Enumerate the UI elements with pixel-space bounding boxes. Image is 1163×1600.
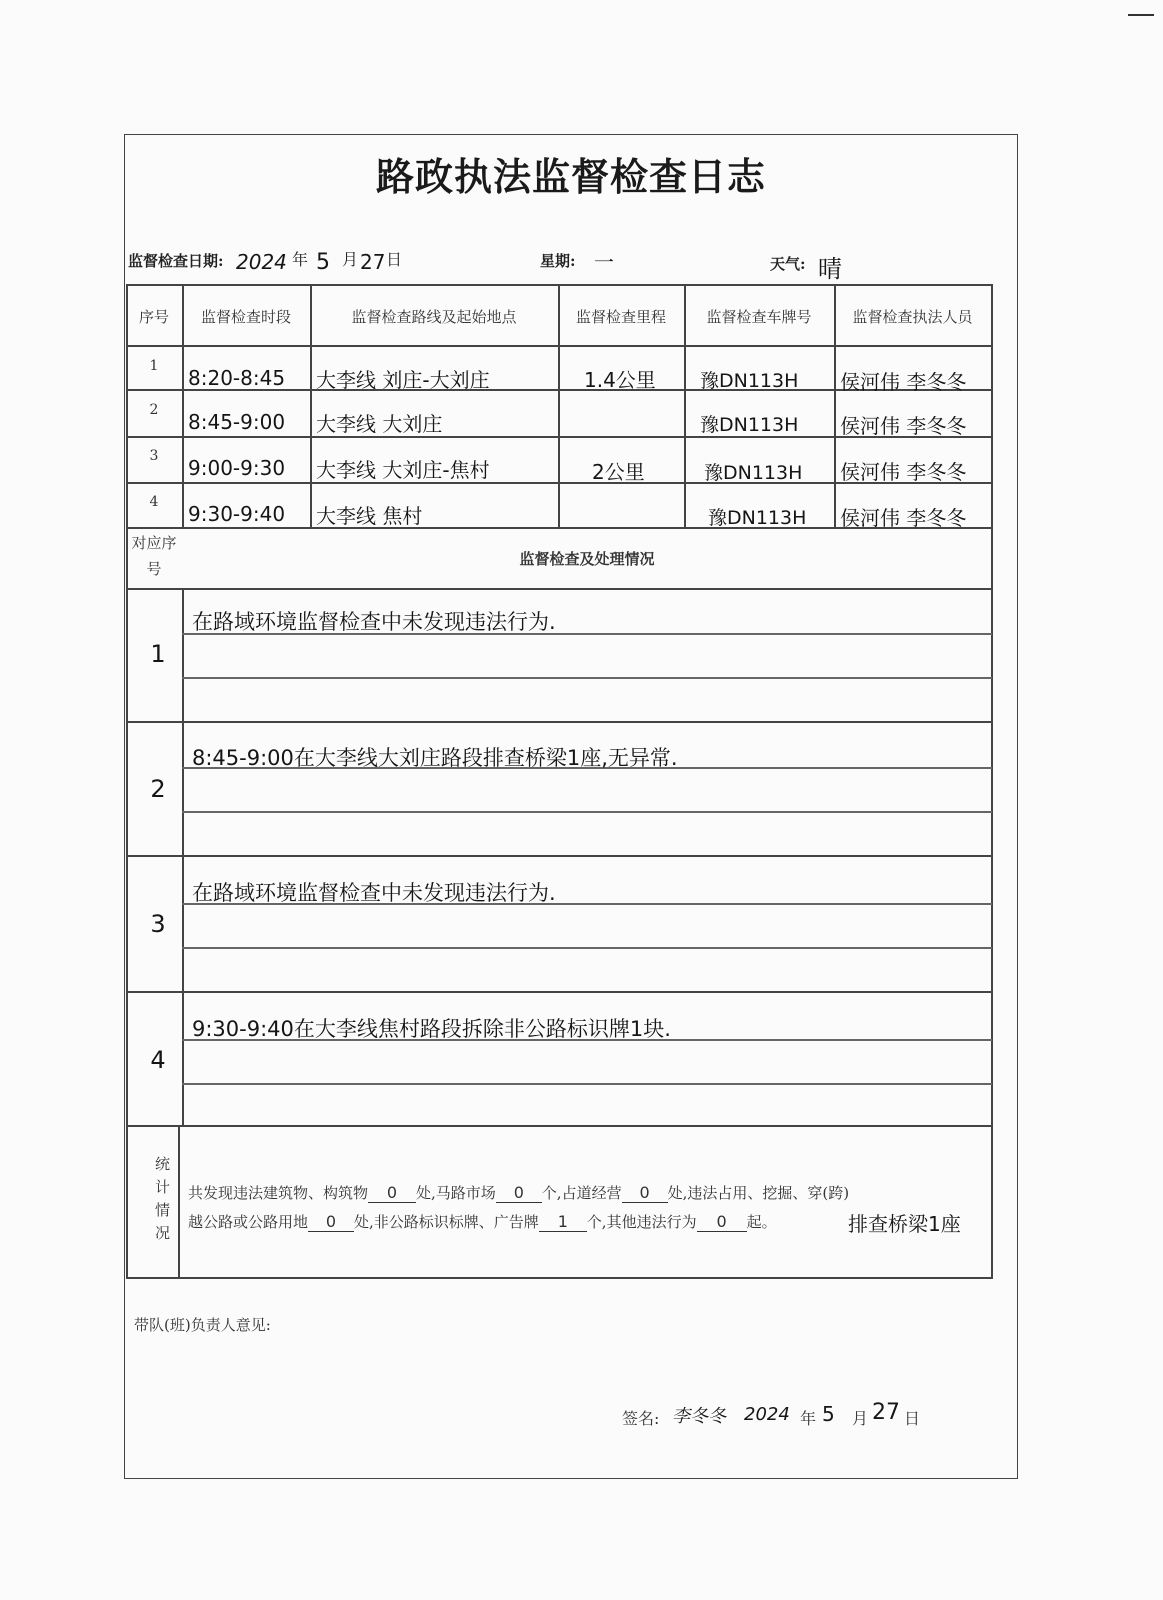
col-header-staff: 监督检查执法人员 xyxy=(852,308,973,326)
stats-text: 处,非公路标识标牌、广告牌 xyxy=(354,1213,539,1231)
stats-value: 1 xyxy=(539,1212,587,1232)
opinion-label: 带队(班)负责人意见: xyxy=(134,1316,271,1334)
stats-text: 起。 xyxy=(746,1213,777,1231)
stats-value: 0 xyxy=(308,1212,354,1232)
stats-divider xyxy=(178,1125,180,1278)
signature: 李冬冬 xyxy=(672,1406,726,1427)
left-border xyxy=(126,284,128,1279)
sign-month-unit: 月 xyxy=(852,1409,869,1428)
scan-mark xyxy=(1128,14,1154,16)
ruled-line xyxy=(182,1083,992,1085)
entry-border xyxy=(126,1125,992,1127)
stats-text: 个,其他违法行为 xyxy=(586,1213,697,1231)
right-border xyxy=(991,284,993,1279)
stats-text: 处,马路市场 xyxy=(416,1184,496,1202)
section-heading: 监督检查及处理情况 xyxy=(519,550,655,568)
date-day: 27 xyxy=(360,250,386,274)
entry-number: 4 xyxy=(150,1046,166,1074)
weekday-label: 星期: xyxy=(540,252,576,270)
row-plate: 豫DN113H xyxy=(708,507,807,529)
weekday-value: 一 xyxy=(594,250,614,274)
entry-border xyxy=(126,721,992,723)
row-staff: 侯河伟 李冬冬 xyxy=(840,460,967,484)
stats-border xyxy=(126,1277,992,1279)
stats-value: 0 xyxy=(697,1212,747,1232)
ruled-line xyxy=(182,947,992,949)
sign-day-unit: 日 xyxy=(904,1409,921,1428)
stats-text: 共发现违法建筑物、构筑物 xyxy=(188,1184,369,1202)
row-mileage: 1.4公里 xyxy=(584,368,656,392)
stats-value: 0 xyxy=(622,1183,668,1203)
stats-line-2 xyxy=(188,1211,777,1232)
date-month: 5 xyxy=(316,250,330,275)
col-header-time: 监督检查时段 xyxy=(200,308,291,326)
stats-value: 0 xyxy=(368,1183,416,1203)
section-label: 对应序号 xyxy=(131,534,177,578)
row-route: 大李线 焦村 xyxy=(316,504,423,528)
row-staff: 侯河伟 李冬冬 xyxy=(840,370,967,394)
entry-text: 8:45-9:00在大李线大刘庄路段排查桥梁1座,无异常. xyxy=(192,746,678,770)
entry-number: 1 xyxy=(150,640,166,668)
row-number: 2 xyxy=(149,402,159,418)
sign-month: 5 xyxy=(822,1402,835,1426)
day-unit: 日 xyxy=(386,250,403,269)
col-header-plate: 监督检查车牌号 xyxy=(706,308,812,326)
section-col-divider xyxy=(182,588,184,1125)
row-time: 9:00-9:30 xyxy=(188,456,286,480)
row-plate: 豫DN113H xyxy=(704,462,803,484)
entry-border xyxy=(126,991,992,993)
row-route: 大李线 大刘庄-焦村 xyxy=(316,458,490,482)
row-number: 3 xyxy=(149,448,159,464)
ruled-line xyxy=(182,677,992,679)
stats-extra-note: 排查桥梁1座 xyxy=(848,1212,961,1236)
col-header-route: 监督检查路线及起始地点 xyxy=(351,308,517,326)
entry-number: 3 xyxy=(150,910,166,938)
stats-value: 0 xyxy=(496,1183,542,1203)
entry-text: 在路域环境监督检查中未发现违法行为. xyxy=(192,881,556,905)
row-number: 1 xyxy=(149,358,159,374)
row-mileage: 2公里 xyxy=(592,460,645,484)
date-year: 2024 xyxy=(236,250,287,274)
weather-value: 晴 xyxy=(818,255,842,283)
sign-year: 2024 xyxy=(744,1404,790,1425)
stats-text: 处,违法占用、挖掘、穿(跨) xyxy=(667,1184,850,1202)
ruled-line xyxy=(182,811,992,813)
entry-text: 在路域环境监督检查中未发现违法行为. xyxy=(192,610,556,634)
section-header-border xyxy=(126,588,992,590)
row-staff: 侯河伟 李冬冬 xyxy=(840,506,967,530)
weather-label: 天气: xyxy=(770,255,806,273)
page-title: 路政执法监督检查日志 xyxy=(375,154,766,199)
row-plate: 豫DN113H xyxy=(700,370,799,392)
stats-line-1 xyxy=(188,1182,849,1203)
sign-label: 签名: xyxy=(622,1409,660,1428)
row-staff: 侯河伟 李冬冬 xyxy=(840,414,967,438)
entry-border xyxy=(126,855,992,857)
sign-year-unit: 年 xyxy=(800,1409,817,1428)
col-header-mileage: 监督检查里程 xyxy=(575,308,666,326)
stats-text: 个,占道经营 xyxy=(541,1184,622,1202)
row-time: 8:45-9:00 xyxy=(188,410,286,434)
stats-text: 越公路或公路用地 xyxy=(188,1213,309,1231)
stats-label: 统计情况 xyxy=(153,1156,171,1248)
month-unit: 月 xyxy=(342,250,359,269)
row-route: 大李线 刘庄-大刘庄 xyxy=(316,368,490,392)
row-route: 大李线 大刘庄 xyxy=(316,412,443,436)
year-unit: 年 xyxy=(292,250,309,269)
row-time: 8:20-8:45 xyxy=(188,366,286,390)
sign-day: 27 xyxy=(872,1400,900,1425)
row-time: 9:30-9:40 xyxy=(188,502,286,526)
entry-number: 2 xyxy=(150,775,166,803)
entry-text: 9:30-9:40在大李线焦村路段拆除非公路标识牌1块. xyxy=(192,1017,671,1041)
col-header-no: 序号 xyxy=(138,308,169,326)
row-number: 4 xyxy=(149,494,159,510)
date-label: 监督检查日期: xyxy=(128,252,224,270)
row-plate: 豫DN113H xyxy=(700,414,799,436)
